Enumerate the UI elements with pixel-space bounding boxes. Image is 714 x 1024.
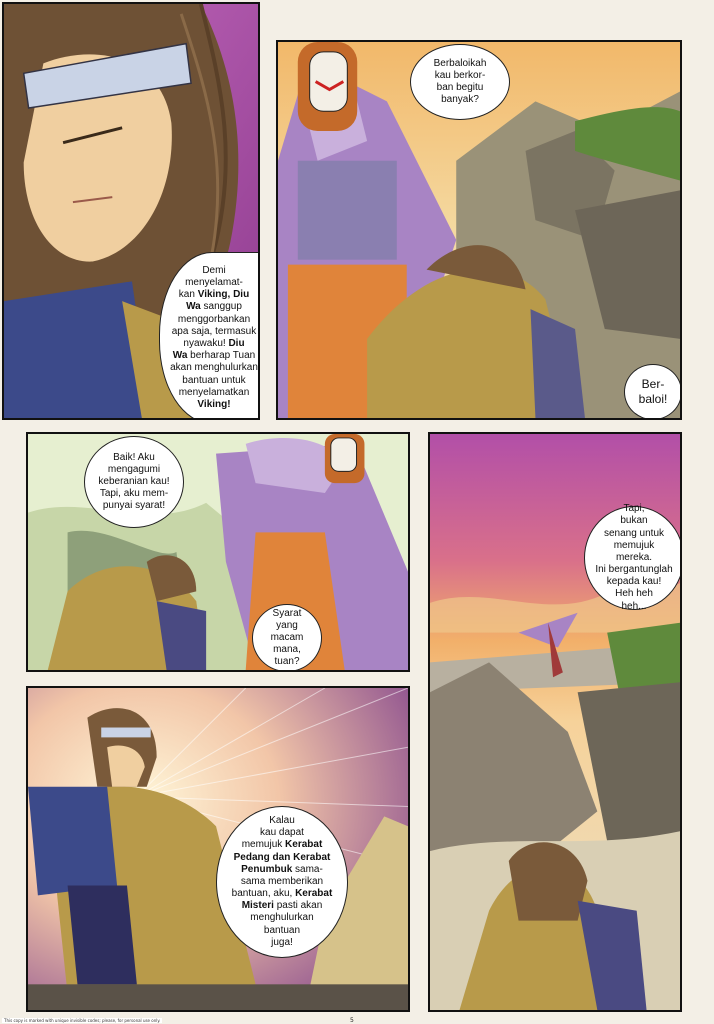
- panel-3-condition: [26, 432, 410, 672]
- speech-bubble-master-offer: [216, 806, 348, 958]
- bubble-line: punyai syarat!: [102, 500, 166, 512]
- bubble-bold-text: Wa: [186, 301, 201, 313]
- bubble-bold-text: Diu: [228, 338, 245, 349]
- hero-crouch-illustration: [28, 688, 408, 1010]
- bubble-line: sama memberikan: [240, 875, 324, 887]
- bubble-line: bantuan untuk: [182, 374, 246, 386]
- bubble-line: kau berkor-: [434, 69, 486, 81]
- bubble-line: mana, tuan?: [273, 644, 301, 668]
- bubble-line: Kalau: [269, 814, 295, 826]
- bubble-text: memujuk: [241, 839, 286, 851]
- bubble-bold-text: Pedang dan Kerabat: [233, 851, 331, 863]
- bubble-line: Baik! Aku: [113, 451, 155, 463]
- bubble-text: pasti akan: [273, 900, 323, 912]
- bubble-line: Tapi,: [623, 503, 645, 515]
- panel-1-hero-closeup: [2, 2, 260, 420]
- bubble-bold-text: Viking, Diu: [197, 289, 250, 301]
- footer-copy-notice: This copy is marked with unique invisible codes; please, for personal use only.: [4, 1018, 161, 1023]
- bubble-line: kau dapat: [260, 827, 304, 839]
- bubble-line: mengagumi: [107, 463, 161, 475]
- bubble-text: sama-: [292, 863, 323, 875]
- bubble-line: baloi!: [638, 392, 668, 406]
- bubble-line: ban begitu: [436, 82, 484, 93]
- panel-4-sunset-landscape: [428, 432, 682, 1012]
- bubble-line: Berbaloikah: [433, 57, 487, 69]
- speech-bubble-master-question: [410, 44, 510, 120]
- speech-bubble-hero-asks: [252, 604, 322, 672]
- speech-bubble-hero-plea: [159, 252, 260, 420]
- bubble-line: banyak?: [441, 94, 479, 106]
- bubble-line: yang macam: [270, 619, 304, 643]
- bubble-line: keberanian kau!: [98, 475, 170, 487]
- bubble-line: juga!: [271, 936, 293, 948]
- bubble-line: Tapi, aku mem-: [99, 488, 169, 500]
- bubble-line: menghulurkan: [250, 912, 314, 924]
- bubble-line: memujuk mereka.: [613, 539, 655, 563]
- bubble-bold-text: Wa: [172, 350, 188, 362]
- bubble-text: nyawaku!: [183, 338, 229, 349]
- panel-2-masked-master: [276, 40, 682, 420]
- bubble-text: sanggup: [200, 301, 242, 313]
- bubble-text: bantuan, aku,: [231, 888, 296, 900]
- bubble-line: Ber-: [641, 377, 665, 392]
- speech-bubble-master-condition: [84, 436, 184, 528]
- bubble-bold-text: Misteri: [241, 900, 274, 912]
- bubble-line: Heh heh: [615, 588, 653, 600]
- bubble-text: kan: [178, 289, 198, 301]
- bubble-line: heh...: [621, 600, 647, 612]
- bubble-line: menyelamatkan: [178, 386, 250, 398]
- bubble-text: berharap Tuan: [187, 350, 256, 362]
- bubble-line: Demi: [202, 264, 226, 276]
- bubble-line: Syarat: [272, 607, 302, 619]
- bubble-line: Ini bergantunglah: [595, 564, 673, 576]
- page-number: 5: [350, 1017, 354, 1024]
- bubble-bold-text: Kerabat: [295, 888, 333, 900]
- bubble-bold-text: Penumbuk: [241, 863, 293, 875]
- bubble-line: kepada kau!: [606, 576, 662, 588]
- speech-bubble-master-laugh: [584, 503, 682, 612]
- bubble-bold-text: Kerabat: [285, 839, 323, 851]
- bubble-line: menggorbankan: [177, 313, 251, 325]
- bubble-line: akan menghulurkan: [170, 362, 258, 374]
- bubble-bold-text: Viking!: [197, 398, 231, 410]
- speech-bubble-hero-answer: [624, 364, 682, 420]
- bubble-line: apa saja, termasuk: [171, 325, 257, 337]
- bubble-line: bantuan: [263, 924, 301, 936]
- bubble-line: menyelamat-: [185, 277, 243, 289]
- bubble-line: senang untuk: [603, 527, 665, 539]
- bubble-line: bukan: [620, 515, 648, 527]
- panel-5-hero-crouch: [26, 686, 410, 1012]
